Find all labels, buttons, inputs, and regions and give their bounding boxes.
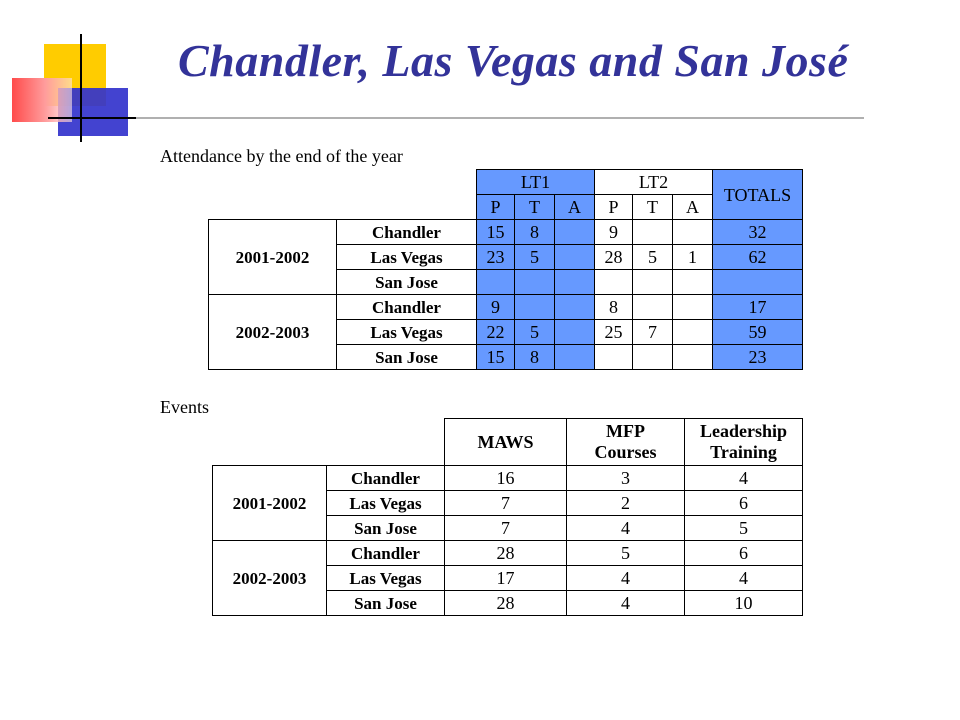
value-cell: 7 bbox=[445, 491, 567, 516]
events-label: Events bbox=[160, 397, 209, 417]
title-rule bbox=[136, 117, 864, 119]
total-cell: 23 bbox=[713, 345, 803, 370]
header-lt2: LT2 bbox=[595, 170, 713, 195]
year-cell: 2002-2003 bbox=[213, 541, 327, 616]
city-cell: Las Vegas bbox=[327, 491, 445, 516]
value-cell bbox=[595, 270, 633, 295]
year-cell: 2001-2002 bbox=[209, 220, 337, 295]
header-leadership-training: Leadership Training bbox=[685, 419, 803, 466]
page-title: Chandler, Las Vegas and San José bbox=[178, 35, 849, 86]
value-cell: 17 bbox=[445, 566, 567, 591]
value-cell bbox=[555, 270, 595, 295]
table-row bbox=[209, 220, 803, 245]
value-cell bbox=[633, 345, 673, 370]
value-cell: 4 bbox=[567, 516, 685, 541]
total-cell: 17 bbox=[713, 295, 803, 320]
value-cell bbox=[555, 220, 595, 245]
city-cell: Las Vegas bbox=[327, 566, 445, 591]
value-cell: 4 bbox=[685, 466, 803, 491]
value-cell: 1 bbox=[673, 245, 713, 270]
city-cell: Las Vegas bbox=[337, 245, 477, 270]
value-cell: 6 bbox=[685, 541, 803, 566]
value-cell: 8 bbox=[515, 220, 555, 245]
header-totals: TOTALS bbox=[713, 170, 803, 220]
value-cell bbox=[515, 295, 555, 320]
subheader: T bbox=[633, 195, 673, 220]
year-cell: 2002-2003 bbox=[209, 295, 337, 370]
value-cell: 5 bbox=[633, 245, 673, 270]
value-cell bbox=[477, 270, 515, 295]
value-cell: 23 bbox=[477, 245, 515, 270]
header-maws: MAWS bbox=[445, 419, 567, 466]
value-cell: 8 bbox=[595, 295, 633, 320]
logo-vertical-line bbox=[80, 34, 82, 142]
value-cell: 25 bbox=[595, 320, 633, 345]
attendance-table bbox=[208, 169, 803, 370]
value-cell bbox=[555, 320, 595, 345]
total-cell: 59 bbox=[713, 320, 803, 345]
total-cell: 32 bbox=[713, 220, 803, 245]
logo-horizontal-line bbox=[48, 117, 138, 119]
value-cell: 5 bbox=[685, 516, 803, 541]
value-cell bbox=[633, 220, 673, 245]
value-cell bbox=[515, 270, 555, 295]
total-cell: 62 bbox=[713, 245, 803, 270]
value-cell: 10 bbox=[685, 591, 803, 616]
value-cell: 22 bbox=[477, 320, 515, 345]
value-cell bbox=[633, 295, 673, 320]
value-cell: 7 bbox=[633, 320, 673, 345]
value-cell: 5 bbox=[515, 320, 555, 345]
city-cell: Las Vegas bbox=[337, 320, 477, 345]
city-cell: San Jose bbox=[337, 345, 477, 370]
value-cell: 4 bbox=[567, 566, 685, 591]
value-cell bbox=[673, 220, 713, 245]
city-cell: Chandler bbox=[327, 541, 445, 566]
value-cell: 15 bbox=[477, 345, 515, 370]
value-cell bbox=[555, 295, 595, 320]
value-cell: 5 bbox=[567, 541, 685, 566]
value-cell: 28 bbox=[445, 591, 567, 616]
value-cell: 9 bbox=[595, 220, 633, 245]
value-cell bbox=[555, 345, 595, 370]
logo-red-square bbox=[12, 78, 72, 122]
subheader: A bbox=[555, 195, 595, 220]
header-mfp-courses: MFP Courses bbox=[567, 419, 685, 466]
value-cell: 2 bbox=[567, 491, 685, 516]
attendance-label: Attendance by the end of the year bbox=[160, 146, 403, 166]
value-cell: 28 bbox=[595, 245, 633, 270]
value-cell bbox=[673, 320, 713, 345]
value-cell: 6 bbox=[685, 491, 803, 516]
value-cell: 4 bbox=[685, 566, 803, 591]
value-cell: 5 bbox=[515, 245, 555, 270]
subheader: P bbox=[477, 195, 515, 220]
value-cell: 7 bbox=[445, 516, 567, 541]
value-cell: 3 bbox=[567, 466, 685, 491]
table-row bbox=[213, 466, 803, 491]
year-cell: 2001-2002 bbox=[213, 466, 327, 541]
city-cell: Chandler bbox=[337, 295, 477, 320]
value-cell bbox=[633, 270, 673, 295]
city-cell: Chandler bbox=[337, 220, 477, 245]
value-cell bbox=[673, 295, 713, 320]
value-cell: 8 bbox=[515, 345, 555, 370]
value-cell bbox=[673, 345, 713, 370]
subheader: A bbox=[673, 195, 713, 220]
total-cell bbox=[713, 270, 803, 295]
value-cell: 16 bbox=[445, 466, 567, 491]
city-cell: San Jose bbox=[337, 270, 477, 295]
value-cell: 28 bbox=[445, 541, 567, 566]
subheader: T bbox=[515, 195, 555, 220]
header-lt1: LT1 bbox=[477, 170, 595, 195]
value-cell: 9 bbox=[477, 295, 515, 320]
table-row bbox=[209, 295, 803, 320]
city-cell: San Jose bbox=[327, 591, 445, 616]
value-cell bbox=[595, 345, 633, 370]
city-cell: San Jose bbox=[327, 516, 445, 541]
city-cell: Chandler bbox=[327, 466, 445, 491]
value-cell: 4 bbox=[567, 591, 685, 616]
value-cell bbox=[673, 270, 713, 295]
subheader: P bbox=[595, 195, 633, 220]
value-cell bbox=[555, 245, 595, 270]
table-row bbox=[213, 541, 803, 566]
events-table bbox=[212, 418, 803, 616]
value-cell: 15 bbox=[477, 220, 515, 245]
